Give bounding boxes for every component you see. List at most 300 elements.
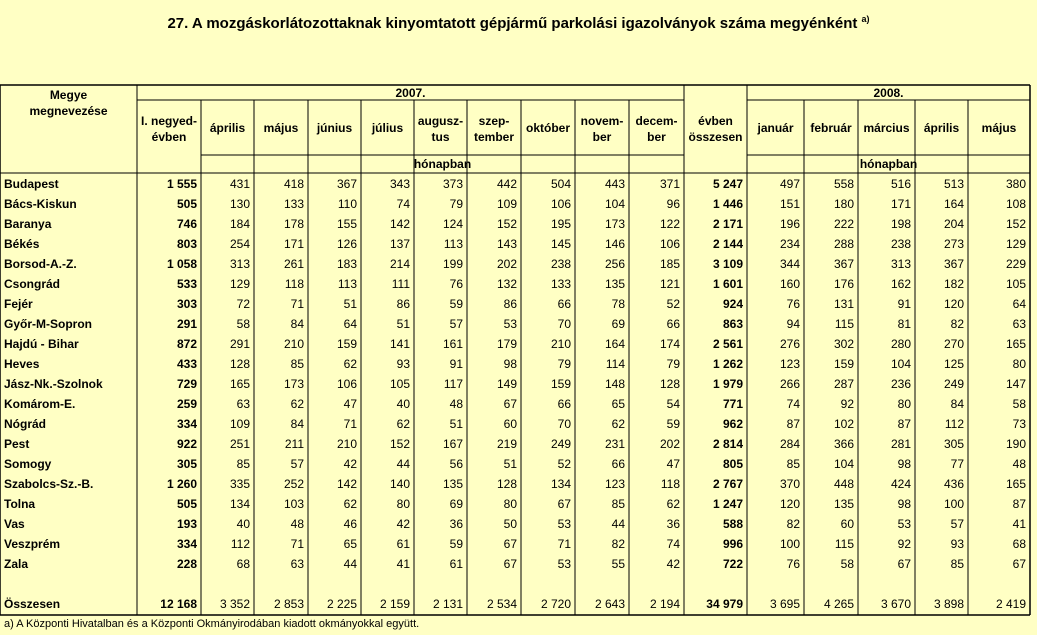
table-cell: 91 — [449, 357, 463, 371]
table-cell: 62 — [396, 417, 410, 431]
table-cell: 36 — [666, 517, 680, 531]
table-cell: 504 — [550, 177, 571, 191]
table-cell: 85 — [611, 497, 625, 511]
table-cell: 48 — [449, 397, 463, 411]
total-cell: 2 225 — [326, 597, 357, 611]
table-cell: 805 — [722, 457, 743, 471]
row-label: Győr-M-Sopron — [4, 317, 92, 331]
table-cell: 128 — [229, 357, 250, 371]
table-cell: 118 — [660, 477, 680, 491]
table-cell: 184 — [229, 217, 250, 231]
table-cell: 65 — [343, 537, 357, 551]
table-cell: 65 — [611, 397, 625, 411]
table-cell: 424 — [890, 477, 911, 491]
table-cell: 259 — [176, 397, 197, 411]
table-cell: 122 — [659, 217, 680, 231]
table-cell: 61 — [396, 537, 410, 551]
table-cell: 84 — [950, 397, 964, 411]
header-honapban-2008: hónapban — [859, 157, 918, 171]
table-cell: 2 171 — [712, 217, 743, 231]
row-label: Nógrád — [4, 417, 46, 431]
table-cell: 133 — [550, 277, 571, 291]
table-cell: 67 — [897, 557, 911, 571]
table-cell: 80 — [1012, 357, 1026, 371]
table-cell: 40 — [396, 397, 410, 411]
row-label: Zala — [4, 557, 29, 571]
table-cell: 147 — [1005, 377, 1026, 391]
table-cell: 108 — [1005, 197, 1026, 211]
table-cell: 61 — [449, 557, 463, 571]
table-cell: 1 058 — [166, 257, 197, 271]
table-cell: 151 — [779, 197, 800, 211]
table-cell: 113 — [443, 237, 463, 251]
table-cell: 202 — [496, 257, 517, 271]
table-cell: 63 — [1012, 317, 1026, 331]
table-cell: 124 — [442, 217, 463, 231]
row-label: Békés — [4, 237, 40, 251]
table-cell: 179 — [496, 337, 517, 351]
total-cell: 3 670 — [880, 597, 911, 611]
table-cell: 863 — [722, 317, 743, 331]
row-label: Somogy — [4, 457, 52, 471]
column-header: ber — [647, 130, 666, 144]
table-cell: 82 — [611, 537, 625, 551]
table-cell: 54 — [666, 397, 680, 411]
table-cell: 129 — [1005, 237, 1026, 251]
table-cell: 2 814 — [712, 437, 743, 451]
table-cell: 71 — [290, 537, 304, 551]
column-header: május — [981, 121, 1017, 135]
table-cell: 183 — [336, 257, 357, 271]
table-cell: 219 — [496, 437, 517, 451]
table-cell: 1 601 — [712, 277, 743, 291]
table-cell: 5 247 — [712, 177, 743, 191]
table-cell: 128 — [659, 377, 680, 391]
footnote: a) A Központi Hivatalban és a Központi Okmányirodában kiadott okmányokkal együtt. — [4, 618, 420, 630]
table-cell: 261 — [283, 257, 304, 271]
header-honapban-2007: hónapban — [413, 157, 472, 171]
table-cell: 68 — [1012, 537, 1026, 551]
table-cell: 256 — [604, 257, 625, 271]
table-cell: 106 — [550, 197, 571, 211]
table-cell: 165 — [229, 377, 250, 391]
table-cell: 229 — [1005, 257, 1026, 271]
table-cell: 273 — [943, 237, 964, 251]
table-cell: 92 — [840, 397, 854, 411]
table-cell: 76 — [449, 277, 463, 291]
table-cell: 287 — [833, 377, 854, 391]
table-cell: 380 — [1005, 177, 1026, 191]
table-cell: 93 — [950, 537, 964, 551]
table-cell: 59 — [449, 537, 463, 551]
column-header: I. negyed- — [140, 114, 197, 128]
table-cell: 82 — [950, 317, 964, 331]
table-cell: 442 — [496, 177, 517, 191]
table-cell: 40 — [236, 517, 250, 531]
table-cell: 84 — [290, 417, 304, 431]
column-header: decem- — [635, 114, 678, 128]
table-cell: 111 — [391, 277, 410, 291]
table-cell: 64 — [343, 317, 357, 331]
table-cell: 159 — [550, 377, 571, 391]
table-cell: 53 — [503, 317, 517, 331]
table-cell: 210 — [283, 337, 304, 351]
table-cell: 162 — [890, 277, 911, 291]
table-cell: 746 — [176, 217, 197, 231]
table-cell: 105 — [389, 377, 410, 391]
table-cell: 305 — [943, 437, 964, 451]
total-cell: 3 898 — [933, 597, 964, 611]
column-header: szep- — [478, 114, 510, 128]
table-cell: 123 — [604, 477, 625, 491]
table-cell: 558 — [833, 177, 854, 191]
table-cell: 41 — [396, 557, 410, 571]
table-cell: 58 — [840, 557, 854, 571]
table-cell: 152 — [1005, 217, 1026, 231]
table-cell: 270 — [943, 337, 964, 351]
table-cell: 55 — [611, 557, 625, 571]
table-cell: 120 — [779, 497, 800, 511]
total-cell: 3 352 — [219, 597, 250, 611]
table-cell: 431 — [229, 177, 250, 191]
table-cell: 42 — [343, 457, 357, 471]
table-cell: 41 — [1012, 517, 1026, 531]
table-cell: 86 — [503, 297, 517, 311]
table-cell: 120 — [943, 297, 964, 311]
header-year-2007: 2007. — [395, 86, 426, 100]
table-cell: 78 — [611, 297, 625, 311]
table-title: 27. A mozgáskorlátozottaknak kinyomtatott gépjármű parkolási igazolványok száma megyénként $^{a)}$ — [167, 14, 870, 32]
table-cell: 121 — [659, 277, 680, 291]
table-cell: 284 — [779, 437, 800, 451]
table-cell: 80 — [503, 497, 517, 511]
table-cell: 73 — [1012, 417, 1026, 431]
table-cell: 118 — [284, 277, 304, 291]
table-cell: 134 — [229, 497, 250, 511]
table-cell: 87 — [897, 417, 911, 431]
table-cell: 281 — [890, 437, 911, 451]
table-cell: 74 — [666, 537, 680, 551]
table-cell: 100 — [943, 497, 964, 511]
table-cell: 44 — [396, 457, 410, 471]
column-header: tus — [431, 130, 450, 144]
table-cell: 113 — [337, 277, 357, 291]
table-cell: 149 — [496, 377, 517, 391]
table-cell: 146 — [604, 237, 625, 251]
table-cell: 85 — [786, 457, 800, 471]
table-cell: 104 — [833, 457, 854, 471]
column-header: összesen — [688, 130, 743, 144]
table-cell: 51 — [449, 417, 463, 431]
table-cell: 115 — [834, 537, 854, 551]
table-cell: 71 — [290, 297, 304, 311]
row-label: Pest — [4, 437, 30, 451]
total-cell: 2 534 — [486, 597, 517, 611]
table-cell: 135 — [833, 497, 854, 511]
total-cell: 2 131 — [432, 597, 463, 611]
column-header: április — [923, 121, 960, 135]
table-cell: 53 — [557, 517, 571, 531]
table-cell: 86 — [396, 297, 410, 311]
table-cell: 106 — [659, 237, 680, 251]
column-header: április — [209, 121, 246, 135]
table-cell: 418 — [283, 177, 304, 191]
table-cell: 722 — [722, 557, 743, 571]
table-cell: 62 — [343, 497, 357, 511]
table-cell: 202 — [659, 437, 680, 451]
table-cell: 85 — [236, 457, 250, 471]
table-cell: 126 — [336, 237, 357, 251]
table-cell: 497 — [779, 177, 800, 191]
table-cell: 74 — [786, 397, 800, 411]
table-cell: 67 — [503, 537, 517, 551]
table-cell: 104 — [604, 197, 625, 211]
table-cell: 313 — [229, 257, 250, 271]
column-header: március — [863, 121, 910, 135]
table-cell: 291 — [176, 317, 197, 331]
table-cell: 516 — [890, 177, 911, 191]
table-cell: 53 — [897, 517, 911, 531]
table-cell: 68 — [236, 557, 250, 571]
table-cell: 102 — [833, 417, 854, 431]
table-cell: 134 — [550, 477, 571, 491]
table-cell: 64 — [1012, 297, 1026, 311]
total-cell: 2 720 — [540, 597, 571, 611]
row-label: Vas — [4, 517, 25, 531]
table-cell: 193 — [176, 517, 197, 531]
table-cell: 85 — [950, 557, 964, 571]
table-cell: 98 — [503, 357, 517, 371]
table-cell: 100 — [779, 537, 800, 551]
table-cell: 276 — [779, 337, 800, 351]
table-cell: 72 — [236, 297, 250, 311]
table-cell: 93 — [396, 357, 410, 371]
table-cell: 448 — [833, 477, 854, 491]
table-cell: 211 — [284, 437, 304, 451]
table-cell: 2 767 — [712, 477, 743, 491]
table-cell: 305 — [176, 457, 197, 471]
table-cell: 771 — [722, 397, 743, 411]
table-cell: 155 — [336, 217, 357, 231]
row-label: Bács-Kiskun — [4, 197, 77, 211]
table-cell: 60 — [503, 417, 517, 431]
table-cell: 803 — [176, 237, 197, 251]
table-cell: 143 — [496, 237, 517, 251]
total-label: Összesen — [4, 597, 61, 611]
table-cell: 125 — [943, 357, 964, 371]
table-cell: 62 — [290, 397, 304, 411]
row-label: Budapest — [4, 177, 59, 191]
total-cell: 3 695 — [769, 597, 800, 611]
table-cell: 92 — [897, 537, 911, 551]
table-cell: 110 — [337, 197, 357, 211]
table-cell: 57 — [950, 517, 964, 531]
table-cell: 53 — [557, 557, 571, 571]
row-label: Heves — [4, 357, 40, 371]
table-cell: 176 — [833, 277, 854, 291]
table-cell: 288 — [833, 237, 854, 251]
total-cell: 2 159 — [379, 597, 410, 611]
table-cell: 190 — [1005, 437, 1026, 451]
table-cell: 94 — [786, 317, 800, 331]
table-cell: 313 — [890, 257, 911, 271]
table-cell: 52 — [666, 297, 680, 311]
row-label: Fejér — [4, 297, 33, 311]
row-label: Tolna — [4, 497, 36, 511]
table-cell: 2 144 — [712, 237, 743, 251]
table-cell: 114 — [605, 357, 625, 371]
table-cell: 164 — [604, 337, 625, 351]
table-cell: 195 — [550, 217, 571, 231]
table-cell: 63 — [290, 557, 304, 571]
column-header: ber — [592, 130, 612, 144]
table-cell: 51 — [503, 457, 517, 471]
table-cell: 77 — [950, 457, 964, 471]
table-cell: 105 — [1005, 277, 1026, 291]
table-cell: 51 — [396, 317, 410, 331]
table-cell: 436 — [943, 477, 964, 491]
table-cell: 1 555 — [166, 177, 197, 191]
table-cell: 373 — [442, 177, 463, 191]
table-cell: 123 — [779, 357, 800, 371]
table-cell: 87 — [786, 417, 800, 431]
table-cell: 76 — [786, 557, 800, 571]
table-cell: 280 — [890, 337, 911, 351]
table-cell: 161 — [442, 337, 463, 351]
column-header: október — [525, 121, 570, 135]
table-cell: 367 — [336, 177, 357, 191]
table-cell: 302 — [833, 337, 854, 351]
table-cell: 249 — [943, 377, 964, 391]
table-cell: 59 — [666, 417, 680, 431]
table-cell: 199 — [442, 257, 463, 271]
table-cell: 66 — [557, 297, 571, 311]
table-cell: 98 — [897, 497, 911, 511]
row-label: Borsod-A.-Z. — [4, 257, 77, 271]
table-cell: 79 — [557, 357, 571, 371]
table-cell: 1 247 — [712, 497, 743, 511]
table-cell: 71 — [557, 537, 571, 551]
table-cell: 112 — [944, 417, 964, 431]
table-cell: 36 — [449, 517, 463, 531]
table-cell: 334 — [176, 417, 197, 431]
table-cell: 44 — [611, 517, 625, 531]
table-cell: 729 — [176, 377, 197, 391]
table-cell: 67 — [503, 397, 517, 411]
table-cell: 204 — [943, 217, 964, 231]
table-cell: 71 — [343, 417, 357, 431]
table-cell: 44 — [343, 557, 357, 571]
table-cell: 238 — [550, 257, 571, 271]
table-cell: 62 — [611, 417, 625, 431]
table-cell: 109 — [496, 197, 517, 211]
table-cell: 254 — [229, 237, 250, 251]
table-cell: 303 — [176, 297, 197, 311]
table-cell: 182 — [943, 277, 964, 291]
table-cell: 996 — [722, 537, 743, 551]
table-cell: 135 — [604, 277, 625, 291]
table-cell: 80 — [897, 397, 911, 411]
table-cell: 924 — [722, 297, 743, 311]
table-cell: 148 — [604, 377, 625, 391]
table-cell: 58 — [1012, 397, 1026, 411]
table-cell: 48 — [290, 517, 304, 531]
table-cell: 58 — [236, 317, 250, 331]
table-cell: 52 — [557, 457, 571, 471]
table-cell: 367 — [943, 257, 964, 271]
table-cell: 142 — [336, 477, 357, 491]
total-cell: 2 194 — [649, 597, 680, 611]
table-cell: 140 — [389, 477, 410, 491]
table-cell: 159 — [336, 337, 357, 351]
column-header: augusz- — [417, 114, 464, 128]
table-cell: 74 — [396, 197, 410, 211]
table-cell: 164 — [943, 197, 964, 211]
table-cell: 46 — [343, 517, 357, 531]
table-cell: 66 — [557, 397, 571, 411]
table-cell: 47 — [343, 397, 357, 411]
table-cell: 1 262 — [712, 357, 743, 371]
row-label: Csongrád — [4, 277, 61, 291]
table-cell: 79 — [666, 357, 680, 371]
table-cell: 98 — [897, 457, 911, 471]
table-cell: 129 — [229, 277, 250, 291]
column-header: február — [810, 121, 852, 135]
table-cell: 51 — [343, 297, 357, 311]
table-cell: 335 — [229, 477, 250, 491]
table-cell: 160 — [779, 277, 800, 291]
table-cell: 66 — [611, 457, 625, 471]
table-cell: 505 — [176, 497, 197, 511]
table-cell: 872 — [176, 337, 197, 351]
table-cell: 69 — [611, 317, 625, 331]
table-cell: 196 — [779, 217, 800, 231]
table-cell: 3 109 — [712, 257, 743, 271]
table-cell: 174 — [659, 337, 680, 351]
table-cell: 67 — [1012, 557, 1026, 571]
table-cell: 1 979 — [712, 377, 743, 391]
table-cell: 178 — [283, 217, 304, 231]
table-cell: 210 — [550, 337, 571, 351]
table-cell: 370 — [779, 477, 800, 491]
table-cell: 62 — [666, 497, 680, 511]
row-label: Veszprém — [4, 537, 61, 551]
table-cell: 76 — [786, 297, 800, 311]
table-cell: 69 — [449, 497, 463, 511]
table-cell: 57 — [449, 317, 463, 331]
table-cell: 185 — [659, 257, 680, 271]
table-cell: 104 — [890, 357, 911, 371]
row-label: Baranya — [4, 217, 52, 231]
table-cell: 109 — [229, 417, 250, 431]
table-cell: 67 — [503, 557, 517, 571]
column-header: június — [316, 121, 353, 135]
header-megye: Megye — [49, 88, 88, 102]
table-cell: 962 — [722, 417, 743, 431]
total-cell: 34 979 — [706, 597, 743, 611]
table-cell: 42 — [396, 517, 410, 531]
row-label: Hajdú - Bihar — [4, 337, 79, 351]
table-cell: 343 — [389, 177, 410, 191]
table-cell: 70 — [557, 317, 571, 331]
table-cell: 67 — [557, 497, 571, 511]
table-cell: 171 — [890, 197, 911, 211]
table-cell: 141 — [389, 337, 410, 351]
column-header: május — [263, 121, 299, 135]
total-cell: 12 168 — [160, 597, 197, 611]
total-cell: 4 265 — [823, 597, 854, 611]
table-cell: 135 — [442, 477, 463, 491]
